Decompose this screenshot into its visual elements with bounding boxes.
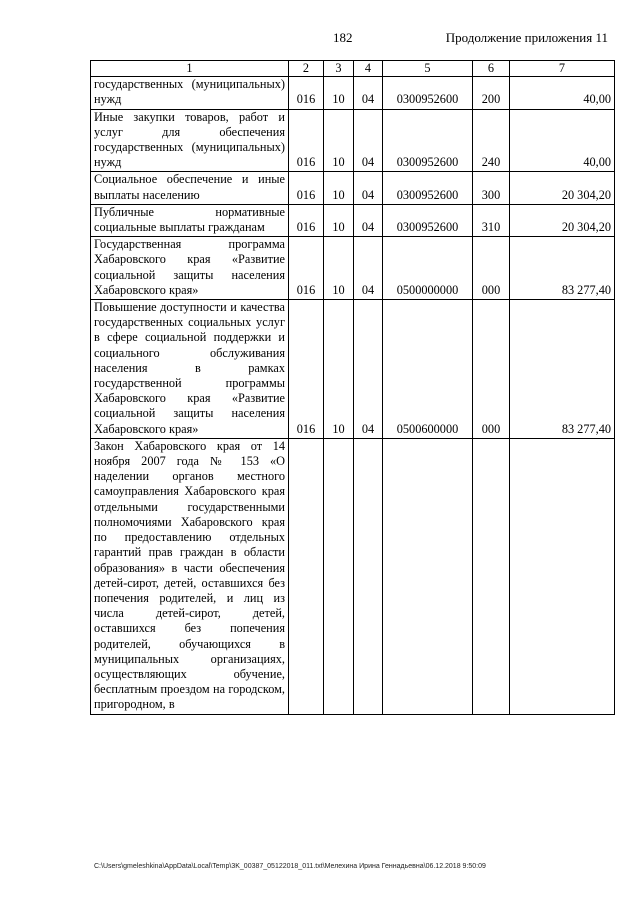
target-code: 0300952600 [383, 77, 473, 109]
expense-type-code: 200 [473, 77, 510, 109]
amount: 40,00 [510, 109, 615, 172]
ministry-code: 016 [289, 300, 324, 439]
section-code: 10 [324, 172, 354, 204]
column-header: 4 [354, 61, 383, 77]
table-row [91, 77, 615, 109]
subsection-code [354, 438, 383, 714]
subsection-code: 04 [354, 237, 383, 300]
column-header: 5 [383, 61, 473, 77]
section-code: 10 [324, 300, 354, 439]
subsection-code: 04 [354, 172, 383, 204]
subsection-code: 04 [354, 77, 383, 109]
row-name: Повышение доступности и качества государственных социальных услуг в сфере социальной поддержки и социального обслуживания населения в рамках государственной программы Хабаровского края «Развитие социальной защиты населения Хабаровского края» [91, 300, 289, 439]
row-name: Иные закупки товаров, работ и услуг для обеспечения государственных (муниципальных) нужд [91, 109, 289, 172]
table-row [91, 300, 615, 439]
row-name: Закон Хабаровского края от 14 ноября 2007 года № 153 «О наделении органов местного самоуправления Хабаровского края отдельными государственными полномочиями Хабаровского края по предоставлению отдельных гарантий прав граждан в области образования» в части обеспечения детей-сирот, детей, оставшихся без попечения родителей, и лиц из числа детей-сирот, детей, оставшихся без попечения родителей, обучающихся в муниципальных организациях, осуществляющих обучение, бесплатным проездом на городском, пригородном, в [91, 438, 289, 714]
table-header-row [91, 61, 615, 77]
target-code: 0500000000 [383, 237, 473, 300]
column-header: 3 [324, 61, 354, 77]
table-row [91, 109, 615, 172]
section-code: 10 [324, 77, 354, 109]
subsection-code: 04 [354, 300, 383, 439]
ministry-code: 016 [289, 109, 324, 172]
page-number: 182 [333, 30, 353, 45]
table-row [91, 204, 615, 236]
ministry-code: 016 [289, 77, 324, 109]
ministry-code: 016 [289, 204, 324, 236]
amount: 20 304,20 [510, 172, 615, 204]
file-path-footer: C:\Users\gmeleshkina\AppData\Local\Temp\3K_00387_05122018_011.txt\Мелехина Ирина Геннадьевна\06.12.2018 9:50:09 [94, 863, 486, 870]
amount: 83 277,40 [510, 237, 615, 300]
ministry-code: 016 [289, 172, 324, 204]
table-row [91, 237, 615, 300]
target-code: 0300952600 [383, 109, 473, 172]
section-code: 10 [324, 204, 354, 236]
subsection-code: 04 [354, 204, 383, 236]
section-code: 10 [324, 237, 354, 300]
amount [510, 438, 615, 714]
table-row [91, 172, 615, 204]
column-header: 1 [91, 61, 289, 77]
subsection-code: 04 [354, 109, 383, 172]
amount: 20 304,20 [510, 204, 615, 236]
row-name: Государственная программа Хабаровского края «Развитие социальной защиты населения Хабаровского края» [91, 237, 289, 300]
target-code: 0300952600 [383, 204, 473, 236]
target-code [383, 438, 473, 714]
expense-type-code: 300 [473, 172, 510, 204]
column-header: 6 [473, 61, 510, 77]
page-caption: Продолжение приложения 11 [445, 30, 608, 45]
row-name: государственных (муниципальных) нужд [91, 77, 289, 109]
expense-type-code: 310 [473, 204, 510, 236]
budget-table [90, 60, 615, 715]
table-row [91, 438, 615, 714]
section-code: 10 [324, 109, 354, 172]
amount: 40,00 [510, 77, 615, 109]
row-name: Социальное обеспечение и иные выплаты населению [91, 172, 289, 204]
row-name: Публичные нормативные социальные выплаты гражданам [91, 204, 289, 236]
amount: 83 277,40 [510, 300, 615, 439]
target-code: 0300952600 [383, 172, 473, 204]
expense-type-code: 000 [473, 237, 510, 300]
expense-type-code: 240 [473, 109, 510, 172]
column-header: 2 [289, 61, 324, 77]
ministry-code: 016 [289, 237, 324, 300]
ministry-code [289, 438, 324, 714]
target-code: 0500600000 [383, 300, 473, 439]
column-header: 7 [510, 61, 615, 77]
expense-type-code: 000 [473, 300, 510, 439]
expense-type-code [473, 438, 510, 714]
section-code [324, 438, 354, 714]
